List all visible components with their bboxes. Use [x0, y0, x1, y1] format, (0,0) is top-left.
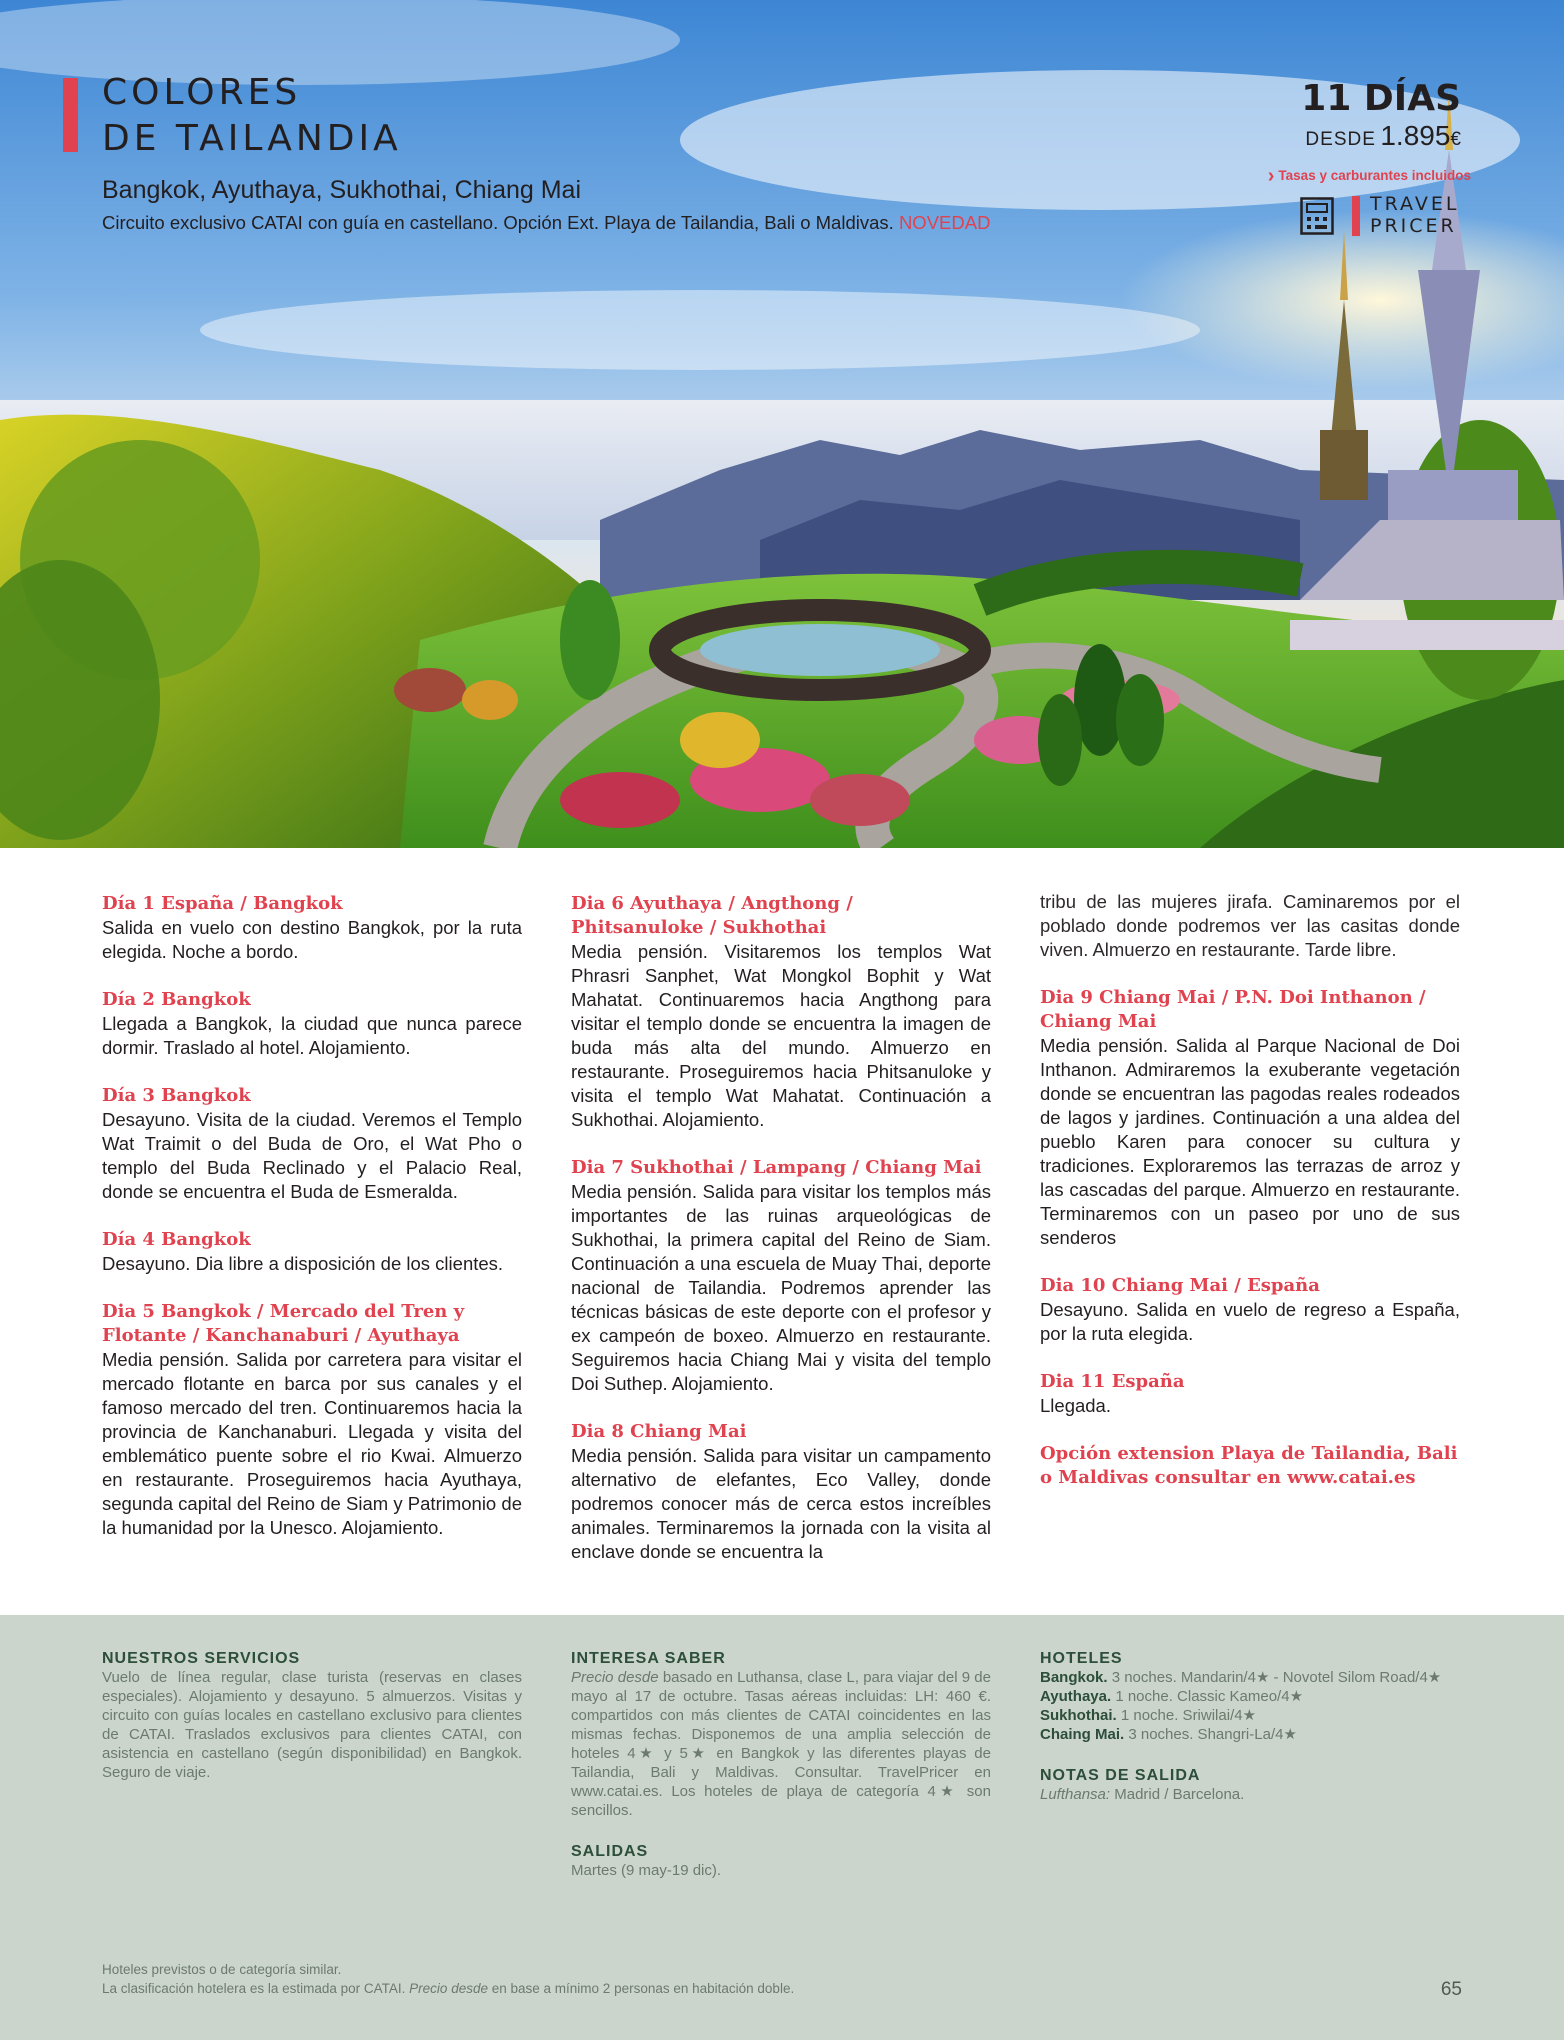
day-8-continuation: tribu de las mujeres jirafa. Caminaremos por el poblado donde podremos ver las casitas donde viven. Almuerzo en restaurante. Tarde libre. — [1040, 891, 1460, 960]
services-column — [102, 1649, 522, 1782]
know-column — [571, 1649, 991, 1880]
day-entry — [102, 892, 522, 964]
day-entry — [1040, 1370, 1460, 1418]
itinerary-column-3 — [1040, 892, 1460, 1490]
footer-notes — [102, 1960, 794, 1998]
day-title: Dia 8 Chiang Mai — [571, 1421, 747, 1442]
hotel-city: Ayuthaya. — [1040, 1688, 1112, 1705]
notes-cities: Madrid / Barcelona. — [1114, 1786, 1245, 1803]
day-title: Dia 7 Sukhothai / Lampang / Chiang Mai — [571, 1157, 982, 1178]
day-text: Llegada a Bangkok, la ciudad que nunca parece dormir. Traslado al hotel. Alojamiento. — [102, 1013, 522, 1058]
departures-heading: SALIDAS — [571, 1843, 649, 1860]
day-title: Día 2 Bangkok — [102, 989, 251, 1010]
day-text: Desayuno. Dia libre a disposición de los clientes. — [102, 1253, 504, 1274]
day-entry — [1040, 1274, 1460, 1346]
day-text: Desayuno. Salida en vuelo de regreso a España, por la ruta elegida. — [1040, 1299, 1460, 1344]
extension-option: Opción extension Playa de Tailandia, Bali o Maldivas consultar en www.catai.es — [1040, 1443, 1458, 1488]
itinerary-column-2 — [571, 892, 991, 1588]
hotel-item — [1040, 1687, 1460, 1706]
title-line-1: COLORES — [102, 72, 302, 113]
day-text: Salida en vuelo con destino Bangkok, por la ruta elegida. Noche a bordo. — [102, 917, 522, 962]
know-heading: INTERESA SABER — [571, 1650, 726, 1667]
hotel-detail: 3 noches. Mandarin/4★ - Novotel Silom Road/4★ — [1111, 1669, 1442, 1686]
day-title: Dia 9 Chiang Mai / P.N. Doi Inthanon / Chiang Mai — [1040, 987, 1426, 1032]
itinerary-column-1 — [102, 892, 522, 1564]
page-number: 65 — [1440, 1979, 1462, 2000]
hotel-item — [1040, 1706, 1460, 1725]
travelpricer-logo — [1370, 193, 1459, 237]
hotel-city: Bangkok. — [1040, 1669, 1108, 1686]
travelpricer-line-1: TRAVEL — [1370, 193, 1460, 215]
notes-airline: Lufthansa: — [1040, 1786, 1111, 1803]
day-title: Día 1 España / Bangkok — [102, 893, 343, 914]
hotels-column — [1040, 1649, 1460, 1804]
day-title: Dia 11 España — [1040, 1371, 1185, 1392]
day-entry — [571, 1156, 991, 1396]
hotel-city: Sukhothai. — [1040, 1707, 1117, 1724]
hotel-item — [1040, 1668, 1460, 1687]
day-entry — [102, 988, 522, 1060]
notes-heading: NOTAS DE SALIDA — [1040, 1767, 1201, 1784]
price-line — [1305, 120, 1461, 152]
day-title: Dia 10 Chiang Mai / España — [1040, 1275, 1320, 1296]
day-text: Desayuno. Visita de la ciudad. Veremos el Templo Wat Traimit o del Buda de Oro, el Wat Pho o templo del Buda Reclinado y el Palacio Real, donde se encuentra el Buda de Esmeralda. — [102, 1109, 522, 1202]
title-line-2: DE TAILANDIA — [102, 118, 402, 159]
info-band — [0, 1615, 1564, 2040]
chevron-right-icon: › — [1267, 165, 1275, 187]
departures-text: Martes (9 may-19 dic). — [571, 1862, 722, 1879]
hotel-item — [1040, 1725, 1460, 1744]
calculator-icon — [1300, 197, 1334, 235]
price-from-emphasis: Precio desde — [571, 1669, 659, 1686]
notes-text — [1040, 1785, 1460, 1804]
day-text: Llegada. — [1040, 1395, 1111, 1416]
hero-photo — [0, 0, 1564, 848]
day-entry — [102, 1300, 522, 1540]
hotel-detail: 1 noche. Sriwilai/4★ — [1120, 1707, 1257, 1724]
day-title: Dia 6 Ayuthaya / Angthong / Phitsanuloke / Sukhothai — [571, 893, 853, 938]
day-title: Día 4 Bangkok — [102, 1229, 251, 1250]
day-entry — [1040, 986, 1460, 1250]
footer-emphasis: Precio desde — [409, 1981, 488, 1996]
travelpricer-line-2: PRICER — [1370, 215, 1457, 237]
day-entry — [102, 1228, 522, 1276]
taxes-note — [1268, 165, 1471, 188]
day-text: Media pensión. Salida para visitar los templos más importantes de las ruinas arqueológicas de Sukhothai, la primera capital del Reino de Siam. Continuación a una escuela de Muay Thai, deporte nacional de Tailandia. Podremos aprender las técnicas básicas de este deporte con el profesor y ex campeón de boxeo. Almuerzo en restaurante. Seguiremos hacia Chiang Mai y visita del templo Doi Suthep. Alojamiento. — [571, 1181, 991, 1394]
day-text: Media pensión. Salida por carretera para visitar el mercado flotante en barca por sus canales y el famoso mercado del tren. Continuaremos hacia la provincia de Kanchanaburi. Llegada y visita del emblemático puente sobre el rio Kwai. Almuerzo en restaurante. Proseguiremos hacia Ayuthaya, segunda capital del Reino de Siam y Patrimonio de la humanidad por la Unesco. Alojamiento. — [102, 1349, 522, 1538]
day-text: Media pensión. Salida al Parque Nacional de Doi Inthanon. Admiraremos la exuberante vegetación donde se encuentran las pagodas reales rodeados de lagos y jardines. Continuación a una aldea del pueblo Karen para conocer su cultura y tradiciones. Exploraremos las terrazas de arroz y las cascadas del parque. Almuerzo en restaurante. Terminaremos con un paseo por uno de sus senderos — [1040, 1035, 1460, 1248]
hotels-heading: HOTELES — [1040, 1650, 1123, 1667]
novedad-badge: NOVEDAD — [898, 212, 991, 233]
page-title — [102, 70, 402, 162]
hotel-detail: 3 noches. Shangri-La/4★ — [1128, 1726, 1297, 1743]
travelpricer-accent-bar — [1352, 196, 1360, 236]
title-accent-bar — [63, 78, 78, 152]
footer-text-a: La clasificación hotelera es la estimada por CATAI. — [102, 1981, 406, 1996]
itinerary — [0, 892, 1564, 1592]
footer-line-2 — [102, 1979, 794, 1998]
know-body: basado en Luthansa, clase L, para viajar del 9 de mayo al 17 de octubre. Tasas aéreas incluidas: LH: 460 €. compartidos con más clientes de CATAI coincidentes en las mismas fechas. Disponemos de una amplia selección de hoteles 4★ y 5★ en Bangkok y las diferentes playas de Tailandia, Bali y Maldivas. Consultar. TravelPricer en www.catai.es. Los hoteles de playa de categoría 4★ son sencillos. — [571, 1669, 991, 1819]
day-title: Día 3 Bangkok — [102, 1085, 251, 1106]
departures-section — [571, 1842, 991, 1880]
day-entry — [102, 1084, 522, 1204]
tour-description — [102, 212, 990, 234]
footer-text-b: en base a mínimo 2 personas en habitación doble. — [491, 1981, 795, 1996]
price-currency: € — [1450, 129, 1461, 150]
notes-section — [1040, 1766, 1460, 1804]
services-heading: NUESTROS SERVICIOS — [102, 1650, 301, 1667]
day-entry — [571, 892, 991, 1132]
route-subtitle: Bangkok, Ayuthaya, Sukhothai, Chiang Mai — [102, 176, 582, 204]
duration-days: 11 DÍAS — [1301, 78, 1461, 119]
description-text: Circuito exclusivo CATAI con guía en castellano. Opción Ext. Playa de Tailandia, Bali o Maldivas. — [102, 212, 894, 233]
know-text — [571, 1668, 991, 1820]
hotel-city: Chaing Mai. — [1040, 1726, 1125, 1743]
day-text: Media pensión. Salida para visitar un campamento alternativo de elefantes, Eco Valley, donde podremos conocer más de cerca estos increíbles animales. Terminaremos la jornada con la visita al enclave donde se encuentra la — [571, 1445, 991, 1562]
hotel-detail: 1 noche. Classic Kameo/4★ — [1115, 1688, 1304, 1705]
price-amount: 1.895 — [1380, 120, 1451, 151]
taxes-text: Tasas y carburantes incluidos — [1278, 168, 1471, 183]
price-from-label: DESDE — [1305, 129, 1376, 150]
day-text: Media pensión. Visitaremos los templos Wat Phrasri Sanphet, Wat Mongkol Bophit y Wat Mahatat. Continuaremos hacia Angthong para visitar el templo donde se encuentra la imagen de buda más alta del mundo. Almuerzo en restaurante. Proseguiremos hacia Phitsanuloke y visita el templo Wat Mahatat. Continuación a Sukhothai. Alojamiento. — [571, 941, 991, 1130]
footer-line-1: Hoteles previstos o de categoría similar. — [102, 1962, 342, 1977]
services-text: Vuelo de línea regular, clase turista (reservas en clases especiales). Alojamiento y desayuno. 5 almuerzos. Visitas y circuito con guías locales en castellano exclusivo para clientes de CATAI. Traslados exclusivos para clientes CATAI, con asistencia en castellano (según disponibilidad) en Bangkok. Seguro de viaje. — [102, 1669, 522, 1781]
day-entry — [571, 1420, 991, 1564]
day-title: Dia 5 Bangkok / Mercado del Tren y Flotante / Kanchanaburi / Ayuthaya — [102, 1301, 465, 1346]
